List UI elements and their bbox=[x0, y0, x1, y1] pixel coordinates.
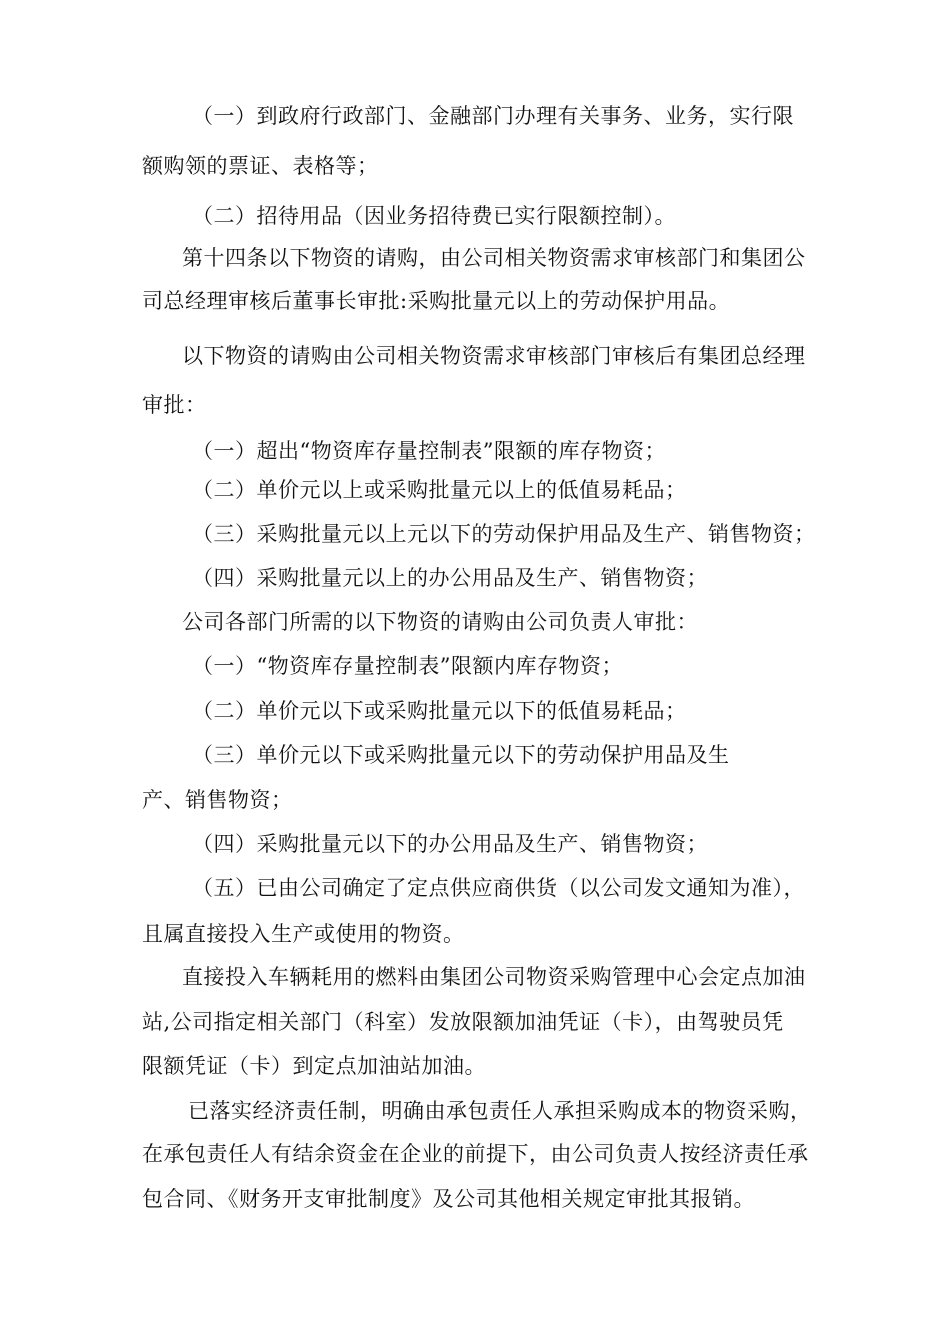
text-line: （一）到政府行政部门、金融部门办理有关事务、业务，实行限 bbox=[192, 104, 794, 128]
text-line: 且属直接投入生产或使用的物资。 bbox=[142, 922, 465, 946]
text-line: 已落实经济责任制，明确由承包责任人承担采购成本的物资采购， bbox=[188, 1099, 812, 1123]
text-line: （五）已由公司确定了定点供应商供货（以公司发文通知为准）， bbox=[192, 876, 805, 900]
text-line: 在承包责任人有结余资金在企业的前提下，由公司负责人按经济责任承 bbox=[142, 1142, 809, 1166]
text-line: （三）采购批量元以上元以下的劳动保护用品及生产、销售物资； bbox=[192, 522, 816, 546]
text-line: 直接投入车辆耗用的燃料由集团公司物资采购管理中心会定点加油 bbox=[182, 965, 806, 989]
text-line: 包合同、《财务开支审批制度》及公司其他相关规定审批其报销。 bbox=[142, 1187, 755, 1211]
text-line: 审批： bbox=[142, 393, 207, 417]
text-line: 以下物资的请购由公司相关物资需求审核部门审核后有集团总经理 bbox=[182, 344, 806, 368]
text-line: 限额凭证（卡）到定点加油站加油。 bbox=[142, 1054, 486, 1078]
text-line: 产、销售物资； bbox=[142, 788, 293, 812]
text-line: （三）单价元以下或采购批量元以下的劳动保护用品及生 bbox=[192, 743, 730, 767]
text-line: 司总经理审核后董事长审批:采购批量元以上的劳动保护用品。 bbox=[142, 289, 731, 313]
text-line: （四）采购批量元以上的办公用品及生产、销售物资； bbox=[192, 566, 708, 590]
text-line: 站,公司指定相关部门（科室）发放限额加油凭证（卡），由驾驶员凭 bbox=[142, 1010, 784, 1034]
text-line: （二）单价元以下或采购批量元以下的低值易耗品； bbox=[192, 699, 687, 723]
text-line: 第十四条以下物资的请购，由公司相关物资需求审核部门和集团公 bbox=[182, 246, 806, 270]
text-line: （四）采购批量元以下的办公用品及生产、销售物资； bbox=[192, 832, 708, 856]
text-line: （二）招待用品（因业务招待费已实行限额控制）。 bbox=[192, 204, 676, 228]
text-line: 公司各部门所需的以下物资的请购由公司负责人审批： bbox=[182, 610, 698, 634]
text-line: （一）“物资库存量控制表”限额内库存物资； bbox=[192, 654, 623, 678]
text-line: （一）超出“物资库存量控制表”限额的库存物资； bbox=[192, 439, 666, 463]
text-line: 额购领的票证、表格等； bbox=[142, 154, 379, 178]
text-line: （二）单价元以上或采购批量元以上的低值易耗品； bbox=[192, 478, 687, 502]
